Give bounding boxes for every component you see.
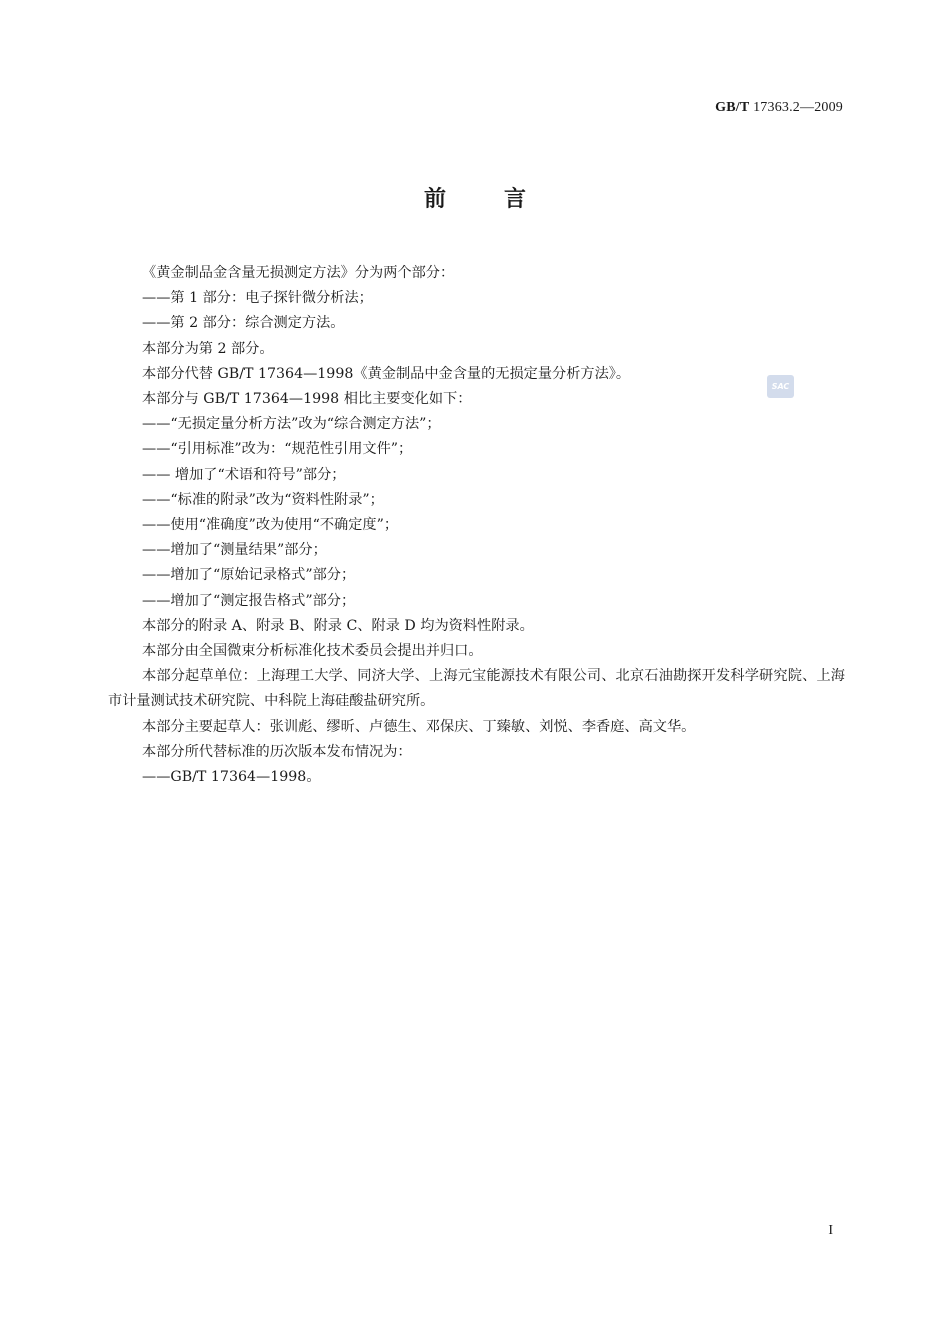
paragraph-change-5: ——使用“准确度”改为使用“不确定度”；: [142, 517, 399, 534]
page-number: I: [828, 1223, 833, 1238]
paragraph-change-3: —— 增加了“术语和符号”部分；: [142, 466, 346, 483]
paragraph-history: 本部分所代替标准的历次版本发布情况为：: [142, 743, 412, 760]
paragraph-change-6: ——增加了“测量结果”部分；: [142, 542, 327, 559]
paragraph-drafters: 本部分主要起草人：张训彪、缪昕、卢德生、邓保庆、丁臻敏、刘悦、李香庭、高文华。: [142, 718, 696, 735]
paragraph-proposed-by: 本部分由全国微束分析标准化技术委员会提出并归口。: [142, 643, 483, 660]
paragraph-intro: 《黄金制品金含量无损测定方法》分为两个部分：: [142, 265, 455, 281]
paragraph-annexes: 本部分的附录 A、附录 B、附录 C、附录 D 均为资料性附录。: [142, 617, 534, 634]
paragraph-changes: 本部分与 GB/T 17364—1998 相比主要变化如下：: [142, 391, 472, 408]
paragraph-history-item: ——GB/T 17364—1998。: [142, 769, 321, 786]
sac-watermark-logo: SAC: [767, 375, 794, 398]
paragraph-change-2: ——“引用标准”改为：“规范性引用文件”；: [142, 441, 413, 458]
page-title: 前言: [423, 187, 584, 212]
paragraph-part1: ——第 1 部分：电子探针微分析法；: [142, 290, 373, 307]
paragraph-part2: ——第 2 部分：综合测定方法。: [142, 315, 345, 332]
standard-code: [715, 100, 843, 116]
paragraph-replaces: 本部分代替 GB/T 17364—1998《黄金制品中金含量的无损定量分析方法》。: [142, 365, 631, 382]
foreword-body: [108, 261, 845, 790]
paragraph-change-8: ——增加了“测定报告格式”部分；: [142, 592, 356, 609]
paragraph-this-part: 本部分为第 2 部分。: [142, 340, 274, 357]
paragraph-change-1: ——“无损定量分析方法”改为“综合测定方法”；: [142, 416, 441, 433]
paragraph-change-4: ——“标准的附录”改为“资料性附录”；: [142, 491, 384, 508]
standard-number: 17363.2—2009: [749, 100, 843, 115]
paragraph-change-7: ——增加了“原始记录格式”部分；: [142, 567, 356, 584]
paragraph-drafting-units: 本部分起草单位：上海理工大学、同济大学、上海元宝能源技术有限公司、北京石油勘探开发科学研究院、上海市计量测试技术研究院、中科院上海硅酸盐研究所。: [108, 668, 845, 710]
standard-prefix: GB/T: [715, 100, 750, 115]
